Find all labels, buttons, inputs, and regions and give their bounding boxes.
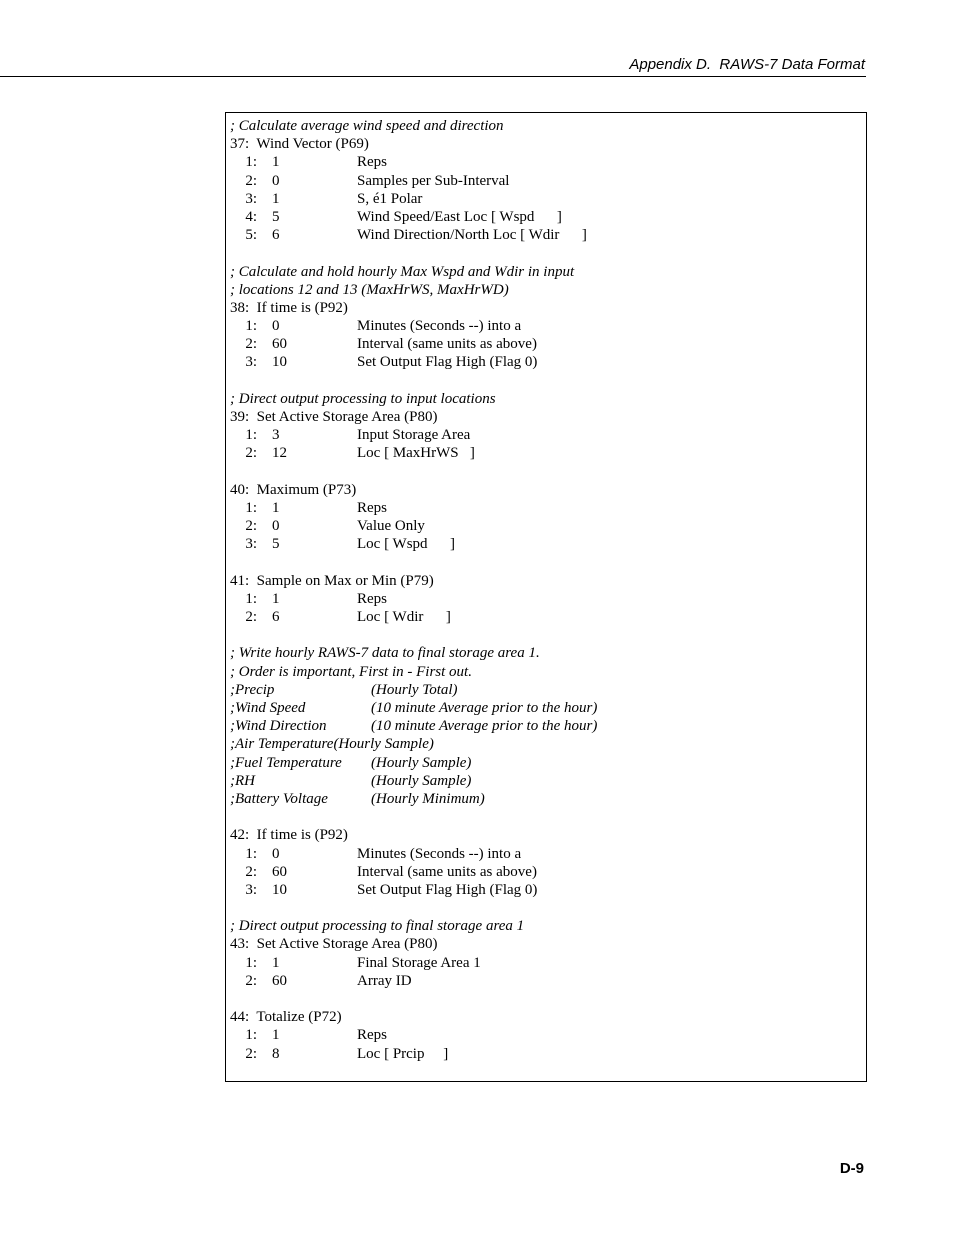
comment-line [230,790,862,808]
instruction-line: 37: Wind Vector (P69) [230,136,369,153]
header-rule [0,76,866,77]
param-description: Loc [ MaxHrWS ] [357,445,475,462]
comment-field-name: ;Wind Direction [230,718,327,735]
blank-line [230,626,862,644]
param-description: Input Storage Area [357,427,471,444]
param-index: 1: [245,318,257,335]
param-value: 12 [272,445,287,462]
blank-line [230,808,862,826]
param-index: 4: [245,208,257,225]
parameter-line [230,517,862,535]
param-index: 2: [245,972,257,989]
param-value: 1 [272,590,280,607]
param-description: Loc [ Wspd ] [357,536,456,553]
param-index: 1: [245,154,257,171]
param-value: 10 [272,354,287,371]
param-value: 10 [272,881,287,898]
param-description: Minutes (Seconds --) into a [357,845,522,862]
parameter-line [230,426,862,444]
param-description: Reps [357,154,387,171]
comment-line [230,772,862,790]
param-value: 0 [272,845,280,862]
instruction-line: 41: Sample on Max or Min (P79) [230,572,434,589]
param-description: Set Output Flag High (Flag 0) [357,881,538,898]
comment-field-note: (Hourly Minimum) [371,790,485,807]
parameter-line [230,335,862,353]
param-index: 1: [245,590,257,607]
param-value: 6 [272,227,280,244]
param-description: Samples per Sub-Interval [357,172,510,189]
param-index: 3: [245,190,257,207]
param-index: 2: [245,863,257,880]
param-value: 1 [272,1027,280,1044]
comment-line [230,699,862,717]
param-value: 60 [272,336,287,353]
param-value: 0 [272,518,280,535]
parameter-line [230,172,862,190]
param-value: 6 [272,609,280,626]
parameter-line [230,863,862,881]
running-header: Appendix D. RAWS-7 Data Format [629,56,865,73]
param-description: Wind Speed/East Loc [ Wspd ] [357,208,562,225]
parameter-line [230,881,862,899]
parameter-line [230,590,862,608]
comment-line [230,717,862,735]
param-value: 1 [272,499,280,516]
comment-field-name: ;Battery Voltage [230,790,328,807]
blank-line [230,554,862,572]
param-description: Reps [357,499,387,516]
parameter-line [230,317,862,335]
blank-line [230,244,862,262]
param-index: 1: [245,1027,257,1044]
comment-field-name: ;RH [230,772,255,789]
param-value: 60 [272,863,287,880]
comment-field-note: (Hourly Sample) [371,772,472,789]
instruction-line: 39: Set Active Storage Area (P80) [230,409,438,425]
instruction-line: 44: Totalize (P72) [230,1009,342,1026]
comment-line: ; Calculate average wind speed and direction [230,118,504,134]
parameter-line [230,954,862,972]
param-description: Array ID [357,972,412,989]
comment-line: ; Order is important, First in - First out. [230,663,472,680]
parameter-line [230,535,862,553]
param-index: 3: [245,536,257,553]
comment-line [230,681,862,699]
param-description: Final Storage Area 1 [357,954,481,971]
param-description: Set Output Flag High (Flag 0) [357,354,538,371]
blank-line [230,463,862,481]
param-description: Value Only [357,518,425,535]
blank-line [230,899,862,917]
param-value: 1 [272,154,280,171]
comment-field-note: (Hourly Sample) [371,754,472,771]
param-value: 5 [272,208,280,225]
parameter-line [230,608,862,626]
comment-line [230,754,862,772]
param-description: Loc [ Prcip ] [357,1045,449,1062]
param-description: Minutes (Seconds --) into a [357,318,522,335]
parameter-line [230,499,862,517]
param-index: 3: [245,354,257,371]
comment-line: ; Calculate and hold hourly Max Wspd and Wdir in input [230,263,575,280]
comment-field-note: (10 minute Average prior to the hour) [371,718,598,735]
param-description: Interval (same units as above) [357,336,537,353]
comment-field-name: ;Precip [230,681,275,698]
param-value: 8 [272,1045,280,1062]
parameter-line [230,1026,862,1044]
comment-field-note: (10 minute Average prior to the hour) [371,700,598,716]
param-value: 3 [272,427,280,444]
parameter-line [230,226,862,244]
param-value: 60 [272,972,287,989]
param-description: Interval (same units as above) [357,863,537,880]
comment-line: ; locations 12 and 13 (MaxHrWS, MaxHrWD) [230,281,509,298]
param-index: 1: [245,499,257,516]
parameter-line [230,208,862,226]
param-description: S, é1 Polar [357,190,423,207]
comment-line: ; Direct output processing to input locations [230,390,496,407]
instruction-line: 38: If time is (P92) [230,299,348,316]
param-index: 2: [245,609,257,626]
comment-field-name: ;Fuel Temperature [230,754,342,771]
param-value: 5 [272,536,280,553]
param-value: 1 [272,954,280,971]
comment-line: ; Direct output processing to final storage area 1 [230,918,525,935]
param-index: 2: [245,1045,257,1062]
program-listing [230,117,862,1063]
parameter-line [230,190,862,208]
instruction-line: 40: Maximum (P73) [230,481,357,498]
param-index: 1: [245,954,257,971]
blank-line [230,990,862,1008]
comment-field-name: ;Wind Speed [230,700,306,716]
param-index: 2: [245,336,257,353]
param-description: Reps [357,590,387,607]
parameter-line [230,353,862,371]
param-index: 3: [245,881,257,898]
param-index: 5: [245,227,257,244]
instruction-line: 42: If time is (P92) [230,827,348,844]
comment-line: ;Air Temperature(Hourly Sample) [230,736,434,753]
page-number: D-9 [839,1160,864,1177]
param-description: Wind Direction/North Loc [ Wdir ] [357,227,587,244]
param-value: 0 [272,318,280,335]
parameter-line [230,1045,862,1063]
instruction-line: 43: Set Active Storage Area (P80) [230,936,438,953]
param-index: 1: [245,845,257,862]
comment-line: ; Write hourly RAWS-7 data to final storage area 1. [230,645,540,662]
param-index: 1: [245,427,257,444]
param-description: Loc [ Wdir ] [357,609,451,626]
parameter-line [230,845,862,863]
parameter-line [230,444,862,462]
param-description: Reps [357,1027,387,1044]
program-listing-box [225,112,867,1082]
blank-line [230,372,862,390]
param-index: 2: [245,518,257,535]
comment-field-note: (Hourly Total) [371,681,458,698]
param-value: 1 [272,190,280,207]
parameter-line [230,153,862,171]
parameter-line [230,972,862,990]
param-value: 0 [272,172,280,189]
param-index: 2: [245,445,257,462]
param-index: 2: [245,172,257,189]
